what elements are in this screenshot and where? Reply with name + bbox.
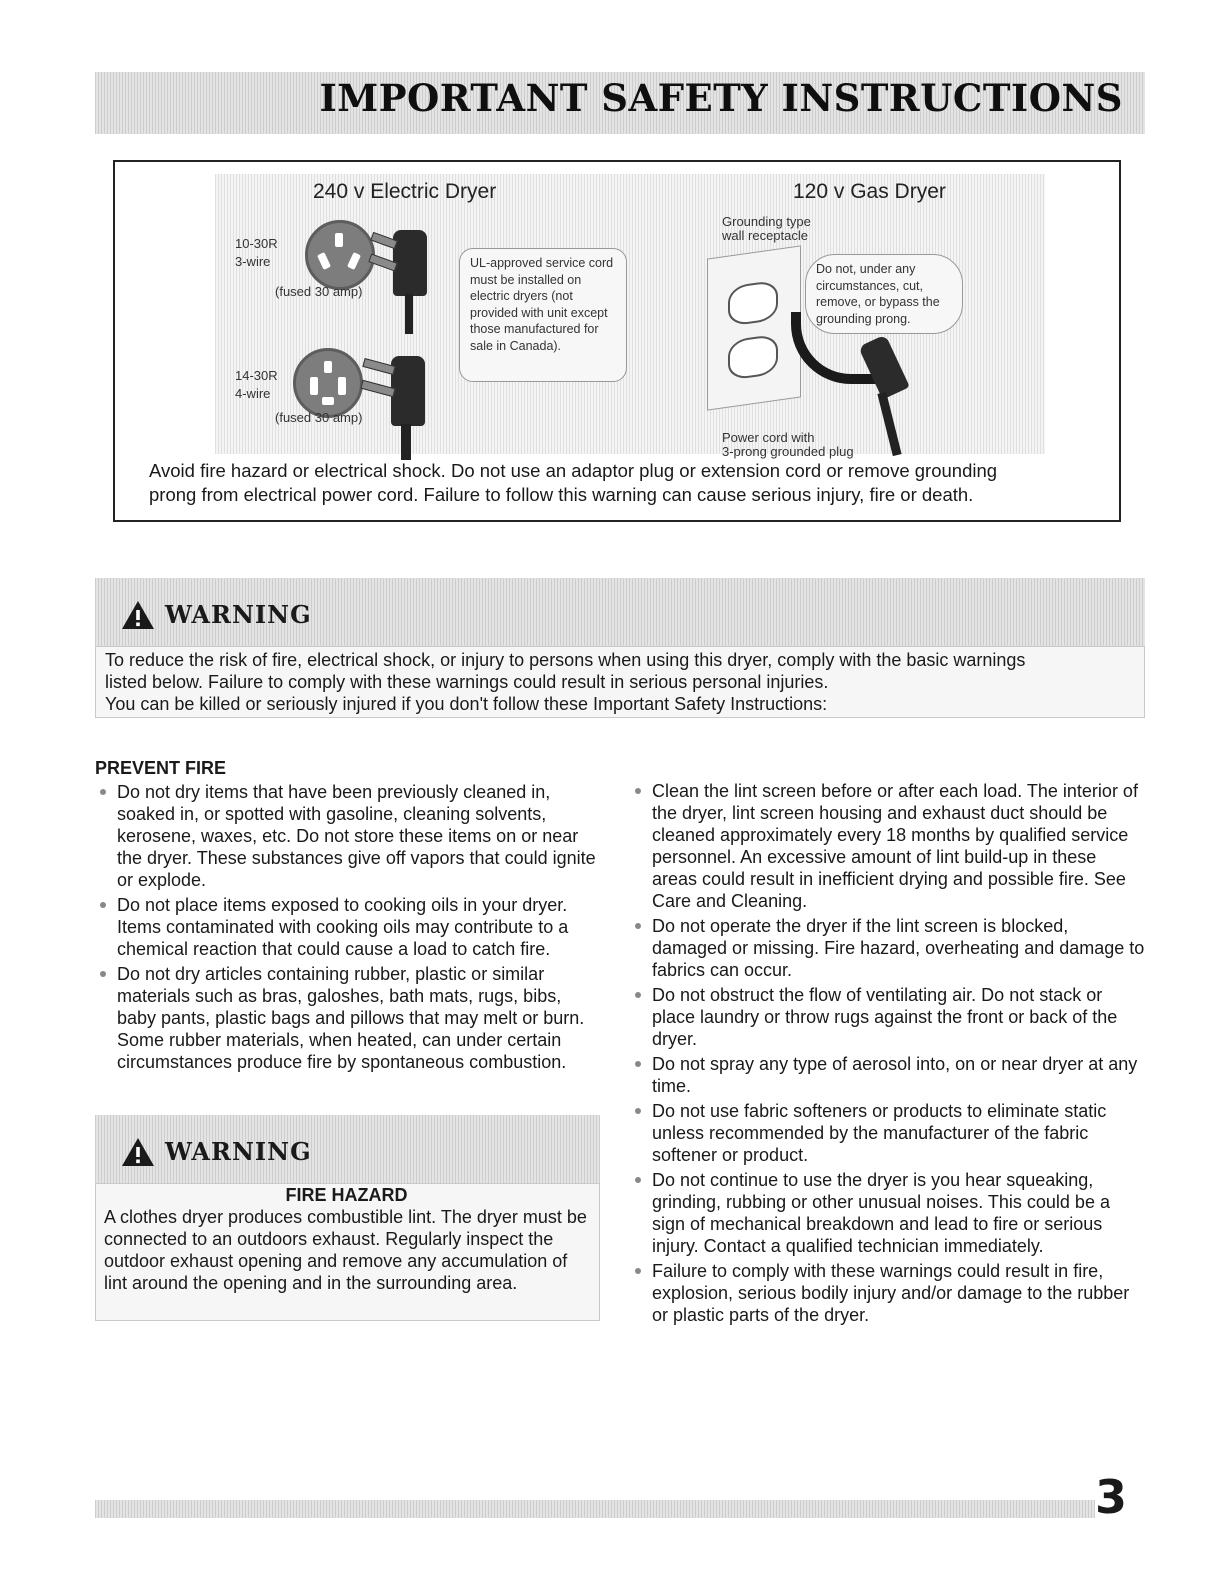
title-banner bbox=[95, 72, 1145, 134]
power-cord bbox=[405, 294, 413, 334]
prevent-fire-heading: PREVENT FIRE bbox=[95, 758, 227, 778]
prong-callout: Do not, under any circumstances, cut, remove, or bypass the grounding prong. bbox=[805, 254, 963, 334]
diagram-warning-line: Avoid fire hazard or electrical shock. Do not use an adaptor plug or extension cord or remove grounding bbox=[149, 460, 998, 481]
outlet1-code: 10-30R bbox=[235, 236, 278, 251]
gas-dryer-title: 120 v Gas Dryer bbox=[793, 180, 946, 203]
power-cord-label: Power cord with bbox=[722, 430, 815, 445]
prevent-fire-section bbox=[95, 757, 605, 1076]
footer-bar bbox=[95, 1500, 1095, 1518]
plug-icon bbox=[391, 356, 425, 426]
grounded-plug-label: 3-prong grounded plug bbox=[722, 444, 854, 459]
warning-line: listed below. Failure to comply with these warnings could result in serious personal injuries. bbox=[105, 672, 829, 692]
page-number: 3 bbox=[1095, 1470, 1128, 1524]
diagram-warning-line: prong from electrical power cord. Failure to follow this warning can cause serious injury, fire or death. bbox=[149, 484, 974, 505]
fire-hazard-heading: FIRE HAZARD bbox=[285, 1185, 408, 1205]
outlet2-code: 14-30R bbox=[235, 368, 278, 383]
plug-icon bbox=[393, 230, 427, 296]
list-item: Do not continue to use the dryer is you hear squeaking, grinding, rubbing or other unusual noises. This could be a sign of mechanical breakdown and lead to fire or serious injury. Contact a qualified technician immediately. bbox=[630, 1169, 1145, 1257]
outlet1-wire: 3-wire bbox=[235, 254, 271, 269]
ul-callout: UL-approved service cord must be installed on electric dryers (not provided with unit except those manufactured for sale in Canada). bbox=[459, 248, 627, 382]
warning-label: WARNING bbox=[165, 1137, 312, 1166]
list-item: Clean the lint screen before or after each load. The interior of the dryer, lint screen housing and exhaust duct should be cleaned approximately every 18 months by qualified service personnel. An excessive amount of lint build-up in these areas could result in inefficient drying and possible fire. See Care and Cleaning. bbox=[630, 780, 1145, 912]
wall-receptacle-icon bbox=[707, 245, 801, 410]
right-column bbox=[630, 780, 1145, 1329]
list-item: Do not spray any type of aerosol into, on or near dryer at any time. bbox=[630, 1053, 1145, 1097]
wall-receptacle-label: wall receptacle bbox=[722, 228, 808, 243]
warning-banner bbox=[95, 578, 1145, 646]
warning-line: To reduce the risk of fire, electrical shock, or injury to persons when using this dryer, comply with the basic warnings bbox=[105, 650, 1026, 670]
outlet1-fuse: (fused 30 amp) bbox=[275, 284, 363, 299]
warning-panel bbox=[95, 646, 1145, 718]
warning-triangle-icon bbox=[121, 1137, 155, 1167]
fire-hazard-text: A clothes dryer produces combustible lint. The dryer must be connected to an outdoors exhaust. Regularly inspect the outdoor exhaust opening and remove any accumulation of lint around the opening and in the surrounding area. bbox=[104, 1207, 587, 1293]
list-item: Failure to comply with these warnings could result in fire, explosion, serious bodily injury and/or damage to the rubber or plastic parts of the dryer. bbox=[630, 1260, 1145, 1326]
list-item: Do not use fabric softeners or products to eliminate static unless recommended by the manufacturer of the fabric softener or product. bbox=[630, 1100, 1145, 1166]
power-cord bbox=[401, 424, 411, 460]
outlet2-fuse: (fused 30 amp) bbox=[275, 410, 363, 425]
outlet-icon bbox=[293, 348, 363, 418]
list-item: Do not dry items that have been previously cleaned in, soaked in, or spotted with gasoline, cleaning solvents, kerosene, waxes, etc. Do not store these items on or near the dryer. These substances give off vapors that could ignite or explode. bbox=[95, 781, 605, 891]
electric-dryer-title: 240 v Electric Dryer bbox=[313, 180, 497, 203]
list-item: Do not dry articles containing rubber, plastic or similar materials such as bras, galoshes, bath mats, rugs, bibs, baby pants, plastic bags and pillows that may melt or burn. Some rubber materials, when heated, can under certain circumstances produce fire by spontaneous combustion. bbox=[95, 963, 605, 1073]
outlet-icon bbox=[305, 220, 375, 290]
list-item: Do not place items exposed to cooking oils in your dryer. Items contaminated with cooking oils may contribute to a chemical reaction that could cause a load to catch fire. bbox=[95, 894, 605, 960]
outlet2-wire: 4-wire bbox=[235, 386, 271, 401]
list-item: Do not operate the dryer if the lint screen is blocked, damaged or missing. Fire hazard, overheating and damage to fabrics can occur. bbox=[630, 915, 1145, 981]
warning-label: WARNING bbox=[165, 600, 312, 629]
diagram-warning-text bbox=[149, 459, 1089, 507]
page-title: IMPORTANT SAFETY INSTRUCTIONS bbox=[319, 76, 1123, 120]
wiring-diagram bbox=[113, 160, 1121, 522]
list-item: Do not obstruct the flow of ventilating air. Do not stack or place laundry or throw rugs against the front or back of the dryer. bbox=[630, 984, 1145, 1050]
warning-triangle-icon bbox=[121, 600, 155, 630]
warning-banner bbox=[95, 1115, 600, 1183]
fire-hazard-panel bbox=[95, 1183, 600, 1321]
warning-line: You can be killed or seriously injured if you don't follow these Important Safety Instructions: bbox=[105, 694, 828, 714]
grounding-type-label: Grounding type bbox=[722, 214, 811, 229]
